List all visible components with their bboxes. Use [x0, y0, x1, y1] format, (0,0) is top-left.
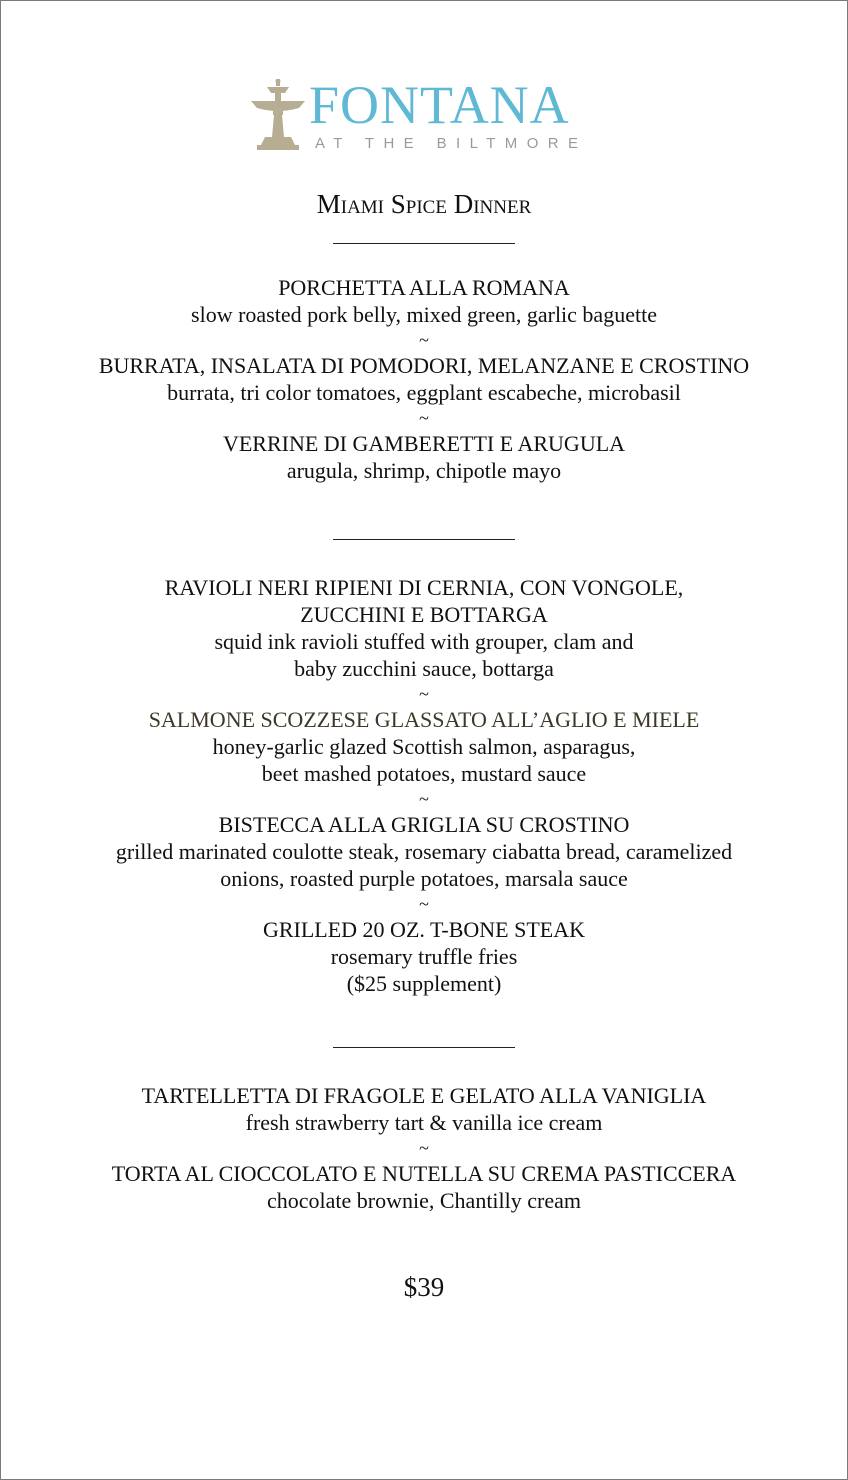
dish-description: honey-garlic glazed Scottish salmon, asparagus, beet mashed potatoes, mustard sauce	[212, 734, 636, 786]
menu-title: Miami Spice Dinner	[316, 189, 532, 219]
dish-name: TORTA AL CIOCCOLATO E NUTELLA SU CREMA PASTICCERA	[111, 1161, 737, 1186]
item-separator: ~	[419, 1138, 429, 1158]
item-separator: ~	[419, 684, 429, 704]
menu-item	[1, 274, 847, 328]
dish-name: BISTECCA ALLA GRIGLIA SU CROSTINO	[218, 812, 630, 837]
dish-name: GRILLED 20 OZ. T-BONE STEAK	[262, 917, 586, 942]
dish-description: grilled marinated coulotte steak, rosemary ciabatta bread, caramelized onions, roasted purple potatoes, marsala sauce	[115, 839, 733, 891]
dish-name: RAVIOLI NERI RIPIENI DI CERNIA, CON VONGOLE, ZUCCHINI E BOTTARGA	[164, 575, 684, 627]
dish-name: BURRATA, INSALATA DI POMODORI, MELANZANE E CROSTINO	[98, 353, 750, 378]
logo-tagline: AT THE BILTMORE	[315, 135, 588, 152]
fountain-icon	[249, 79, 307, 151]
dish-description: arugula, shrimp, chipotle mayo	[286, 458, 562, 483]
restaurant-logo	[249, 75, 609, 155]
dish-name: PORCHETTA ALLA ROMANA	[278, 275, 570, 300]
dish-description: slow roasted pork belly, mixed green, garlic baguette	[191, 302, 657, 327]
menu-item	[1, 1160, 847, 1214]
dish-description: rosemary truffle fries ($25 supplement)	[330, 944, 518, 996]
logo-wordmark: FONTANA	[309, 75, 570, 135]
menu-item	[1, 811, 847, 892]
dish-name: SALMONE SCOZZESE GLASSATO ALL’AGLIO E MIELE	[148, 707, 700, 732]
menu-item	[1, 1082, 847, 1136]
menu-item	[1, 352, 847, 406]
menu-item	[1, 574, 847, 682]
menu-content	[1, 187, 847, 1304]
dish-description: squid ink ravioli stuffed with grouper, clam and baby zucchini sauce, bottarga	[214, 629, 634, 681]
dish-name: TARTELLETTA DI FRAGOLE E GELATO ALLA VANIGLIA	[141, 1083, 707, 1108]
menu-item	[1, 916, 847, 997]
dish-description: chocolate brownie, Chantilly cream	[267, 1188, 581, 1213]
item-separator: ~	[419, 408, 429, 428]
dish-description: fresh strawberry tart & vanilla ice cream	[245, 1110, 603, 1135]
item-separator: ~	[419, 789, 429, 809]
menu-item	[1, 706, 847, 787]
item-separator: ~	[419, 330, 429, 350]
menu-price: $39	[403, 1272, 445, 1302]
menu-item	[1, 430, 847, 484]
dish-name: VERRINE DI GAMBERETTI E ARUGULA	[222, 431, 626, 456]
dish-description: burrata, tri color tomatoes, eggplant escabeche, microbasil	[167, 380, 681, 405]
item-separator: ~	[419, 894, 429, 914]
